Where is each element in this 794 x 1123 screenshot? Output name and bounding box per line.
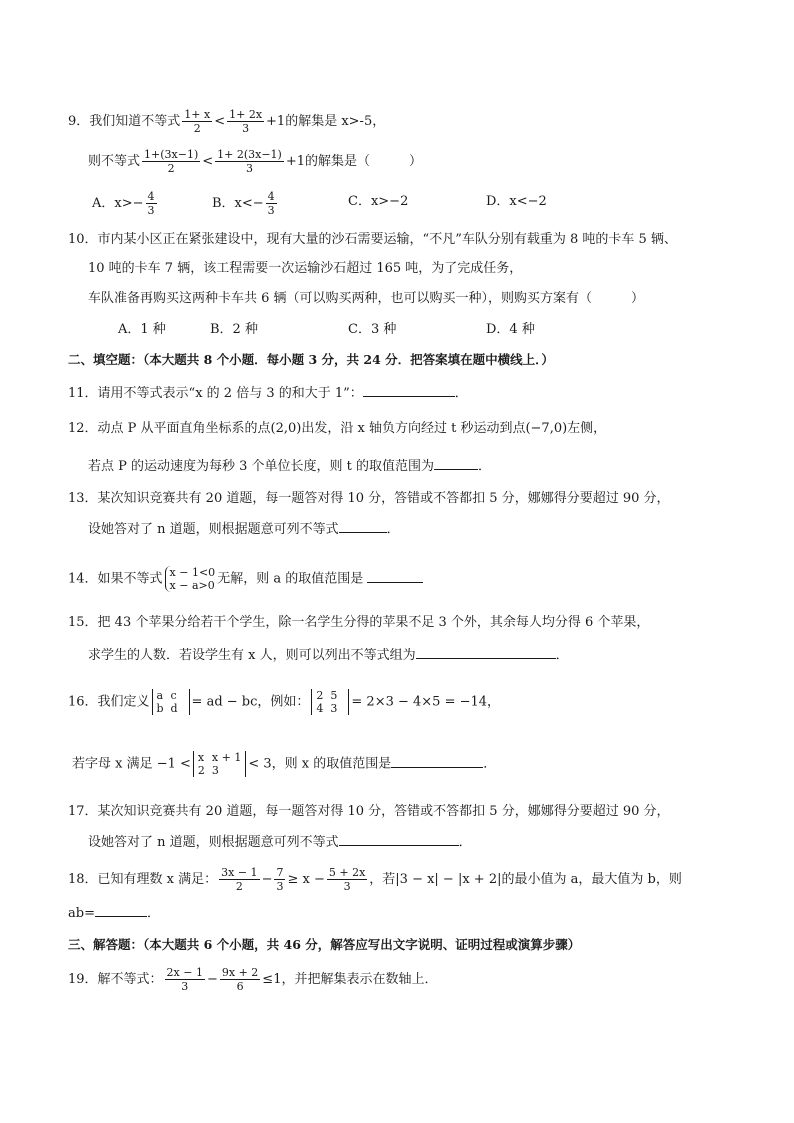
section-2-heading: 二、填空题：（本大题共 8 个小题．每小题 3 分，共 24 分．把答案填在题中横线上．） [68, 352, 554, 367]
q9-line1: 9．我们知道不等式 $\frac{1+ x}{2}$ < $\frac{1+ 2x}{3}$ +1的解集是 x>-5， [68, 108, 386, 135]
q10-option-a[interactable]: A．1 种 [118, 322, 166, 337]
q9-option-c[interactable]: C．x>−2 [348, 194, 409, 209]
q13-answer-blank[interactable] [339, 520, 387, 533]
q17-line2: 设她答对了 n 道题，则根据题意可列不等式 ． [88, 835, 472, 850]
q16-determinant-condition: x x + 1 2 3 [193, 751, 246, 777]
q18-fraction-2: $\frac{7}{3}$ [276, 866, 284, 893]
q9-fraction-2: $\frac{1+ 2x}{3}$ [229, 108, 263, 135]
q19-line: 19．解不等式： $\frac{2x - 1}{3}$ − $\frac{9x + 2}{6}$ ≤1，并把解集表示在数轴上． [68, 966, 438, 993]
section-3-heading: 三、解答题：（本大题共 6 个小题，共 46 分，解答应写出文字说明、证明过程或演算步骤） [68, 937, 581, 952]
q16-line1: 16．我们定义 a c b d = ad − bc，例如： 2 5 4 3 = 2×3 − 4×5 = −14， [68, 689, 501, 715]
q16-determinant-example: 2 5 4 3 [311, 689, 349, 715]
q9-option-a[interactable]: A．x>− $\frac{4}{3}$ [92, 190, 155, 217]
q9-text: 9．我们知道不等式 [68, 114, 181, 129]
q12-line2: 若点 P 的运动速度为每秒 3 个单位长度，则 t 的取值范围为 ． [88, 459, 492, 474]
q10-option-d[interactable]: D．4 种 [486, 322, 535, 337]
q16-line2: 若字母 x 满足 −1 < x x + 1 2 3 < 3，则 x 的取值范围是 ． [72, 751, 497, 777]
q14-answer-blank[interactable] [367, 570, 423, 583]
q9-option-b[interactable]: B．x<− $\frac{4}{3}$ [212, 190, 275, 217]
q19-fraction-1: $\frac{2x - 1}{3}$ [166, 966, 203, 993]
q12-answer-blank[interactable] [434, 457, 478, 470]
q12-line1: 12．动点 P 从平面直角坐标系的点(2,0)出发，沿 x 轴负方向经过 t 秒运动到点(−7,0)左侧， [68, 421, 607, 436]
q15-line1: 15．把 43 个苹果分给若干个学生，除一名学生分得的苹果不足 3 个外，其余每人均分得 6 个苹果， [68, 615, 650, 630]
q10-option-c[interactable]: C．3 种 [348, 322, 397, 337]
q9-fraction-4: $\frac{1+ 2(3x-1)}{3}$ [217, 148, 282, 175]
q18-fraction-3: $\frac{5 + 2x}{3}$ [328, 866, 366, 893]
q9-option-d[interactable]: D．x<−2 [486, 194, 547, 209]
q14-inequality-system: x − 1<0 x − a>0 [165, 566, 216, 592]
q13-line1: 13．某次知识竞赛共有 20 道题，每一题答对得 10 分，答错或不答都扣 5 分，娜娜得分要超过 90 分， [68, 491, 670, 506]
q10-option-b[interactable]: B．2 种 [210, 322, 258, 337]
q18-line2: ab= ． [68, 906, 160, 921]
q10-line1: 10．市内某小区正在紧张建设中，现有大量的沙石需要运输，“不凡”车队分别有载重为 8 吨的卡车 5 辆、 [68, 232, 677, 247]
q10-line3: 车队准备再购买这两种卡车共 6 辆（可以购买两种，也可以购买一种），则购买方案有（ ） [88, 291, 645, 306]
q15-answer-blank[interactable] [416, 646, 556, 659]
q16-answer-blank[interactable] [391, 755, 483, 768]
q15-line2: 求学生的人数．若设学生有 x 人，则可以列出不等式组为 ． [88, 648, 569, 663]
q11-line: 11．请用不等式表示“x 的 2 倍与 3 的和大于 1”： ． [68, 386, 468, 401]
q17-line1: 17．某次知识竞赛共有 20 道题，每一题答对得 10 分，答错或不答都扣 5 分，娜娜得分要超过 90 分， [68, 804, 670, 819]
q14-line: 14．如果不等式 x − 1<0 x − a>0 无解，则 a 的取值范围是 [68, 566, 423, 592]
q9-fraction-1: $\frac{1+ x}{2}$ [184, 108, 211, 135]
q18-fraction-1: $\frac{3x - 1}{2}$ [221, 866, 258, 893]
q10-line2: 10 吨的卡车 7 辆，该工程需要一次运输沙石超过 165 吨，为了完成任务， [88, 261, 523, 276]
q16-determinant-definition: a c b d [152, 689, 190, 715]
q11-answer-blank[interactable] [363, 384, 455, 397]
q9-fraction-3: $\frac{1+(3x-1)}{2}$ [144, 148, 199, 175]
q18-line1: 18．已知有理数 x 满足： $\frac{3x - 1}{2}$ − $\frac{7}{3}$ ≥ x − $\frac{5 + 2x}{3}$ ，若|3 − x| − |x + 2|的最小值为 a，最大值为 b，则 [68, 866, 682, 893]
q18-answer-blank[interactable] [95, 904, 147, 917]
q19-fraction-2: $\frac{9x + 2}{6}$ [221, 966, 259, 993]
q17-answer-blank[interactable] [339, 833, 459, 846]
q13-line2: 设她答对了 n 道题，则根据题意可列不等式 ． [88, 522, 400, 537]
q9-line2: 则不等式 $\frac{1+(3x-1)}{2}$ < $\frac{1+ 2(3x-1)}{3}$ +1的解集是（ ） [88, 148, 423, 175]
